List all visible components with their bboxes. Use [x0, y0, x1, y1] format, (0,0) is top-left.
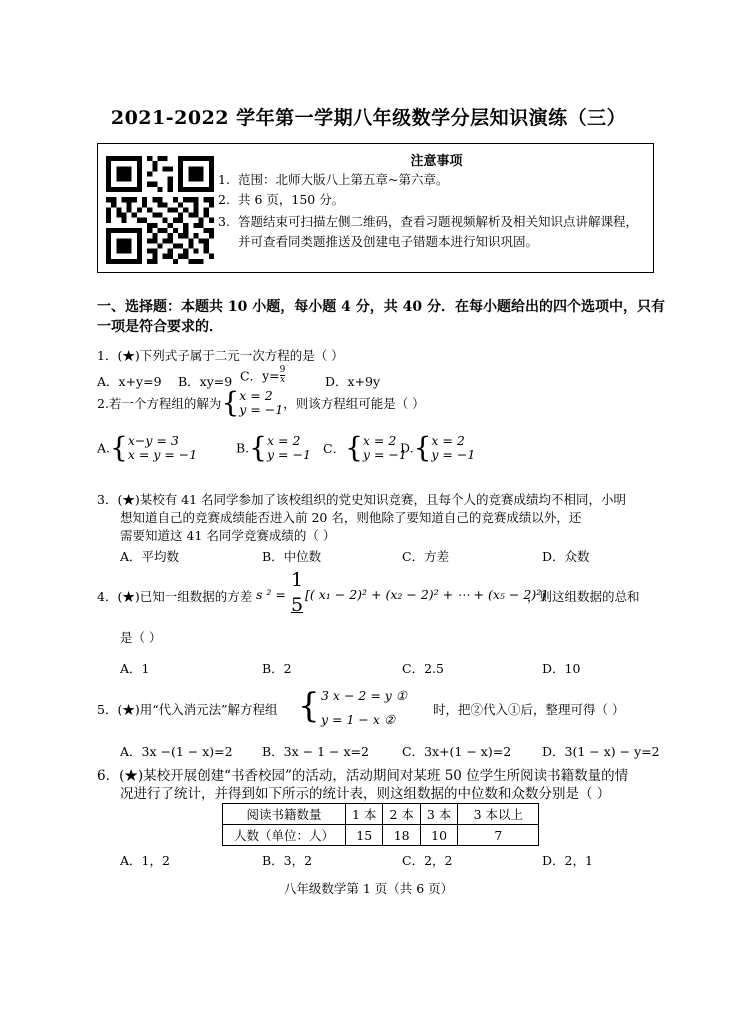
- system-eq-2: x = y = −1: [127, 447, 198, 462]
- q4-fraction-denominator: 5: [290, 594, 304, 616]
- section-heading-line1: 一、选择题：本题共 10 小题，每小题 4 分，共 40 分．在每小题给出的四个选项中，只有: [97, 299, 665, 315]
- question-4-pre: 4．(★)已知一组数据的方差: [97, 589, 253, 604]
- q1-option-c: [240, 366, 285, 385]
- q6-option-c: C．2，2: [402, 853, 453, 868]
- question-6-line2: 况进行了统计，并得到如下所示的统计表，则这组数据的中位数和众数分别是（ ）: [120, 786, 611, 802]
- system-eq-1: x−y = 3: [127, 433, 179, 448]
- notice-item-text: 范围：北师大版八上第五章~第六章。: [238, 172, 449, 187]
- question-3-line1: 3．(★)某校有 41 名同学参加了该校组织的党史知识竞赛，且每个人的竞赛成绩均不相同，小明: [97, 492, 627, 507]
- q6-option-a: A．1，2: [120, 853, 170, 868]
- q3-option-a: A．平均数: [120, 549, 180, 564]
- left-brace: {: [221, 386, 240, 419]
- q5-option-c: C．3x+(1 − x)=2: [402, 744, 512, 759]
- system-eq-2: y = −1: [431, 447, 476, 462]
- left-brace: {: [249, 431, 267, 464]
- table-cell: 人数（单位：人）: [223, 825, 346, 846]
- notice-item-number: 3.: [218, 214, 230, 229]
- system-eq-1: x = 2: [239, 388, 273, 403]
- q3-option-b: B．中位数: [262, 549, 322, 564]
- left-brace: {: [413, 431, 432, 464]
- q1-option-a: A．x+y=9: [97, 374, 162, 389]
- qr-code-icon[interactable]: [106, 156, 214, 264]
- fraction-numerator: 9: [279, 365, 286, 375]
- question-5-post: 时，把②代入①后，整理可得（ ）: [433, 702, 625, 717]
- q1-option-c-y: y=: [262, 368, 280, 383]
- q2-option-c: [323, 431, 407, 464]
- table-cell: 1 本: [346, 804, 383, 825]
- question-5-pre: 5．(★)用“代入消元法”解方程组: [97, 702, 278, 717]
- question-4-line2: 是（ ）: [120, 630, 162, 645]
- statistics-table: [222, 803, 539, 846]
- q6-option-b: B．3，2: [262, 853, 313, 868]
- q4-expression: [( x₁ − 2)² + (x₂ − 2)² + ⋯ + (x₅ − 2)²]: [305, 587, 547, 602]
- q1-option-b: B．xy=9: [178, 374, 233, 389]
- q3-option-c: C．方差: [402, 549, 450, 564]
- q4-fraction-numerator: 1: [290, 569, 304, 591]
- option-label: C．: [323, 441, 346, 456]
- left-brace: {: [298, 686, 320, 726]
- option-system: [128, 434, 197, 462]
- notice-box: [97, 143, 654, 273]
- table-cell: 7: [458, 825, 539, 846]
- table-cell: 2 本: [383, 804, 420, 825]
- table-cell: 18: [383, 825, 420, 846]
- q2-stem-pre: 2.若一个方程组的解为: [97, 396, 222, 411]
- table-cell: 阅读书籍数量: [223, 804, 346, 825]
- q6-option-d: D．2，1: [542, 853, 593, 868]
- q1-option-c-label: C．: [240, 368, 263, 384]
- page-title: 2021-2022 学年第一学期八年级数学分层知识演练（三）: [110, 107, 627, 129]
- notice-item-number: 1.: [218, 172, 230, 187]
- q5-option-d: D．3(1 − x) − y=2: [542, 744, 660, 759]
- page-footer: 八年级数学第 1 页（共 6 页）: [283, 881, 454, 896]
- q5-option-a: A．3x −(1 − x)=2: [120, 744, 233, 759]
- q4-option-d: D．10: [542, 661, 581, 676]
- notice-item-number: 2.: [218, 192, 230, 207]
- table-cell: 10: [420, 825, 457, 846]
- table-cell: 3 本以上: [458, 804, 539, 825]
- option-system: [267, 434, 311, 462]
- q5-option-b: B．3x − 1 − x=2: [262, 744, 369, 759]
- notice-item-3: [218, 212, 648, 252]
- q2-solution-system: [239, 389, 283, 417]
- system-eq-1: x = 2: [267, 433, 301, 448]
- notice-heading: 注意事项: [410, 154, 463, 169]
- left-brace: {: [345, 431, 363, 464]
- notice-item-1: [218, 170, 648, 190]
- q4-variance-symbol: s ² =: [256, 587, 286, 602]
- q4-option-a: A．1: [120, 661, 150, 676]
- fraction-denominator: x: [279, 375, 286, 385]
- system-eq-1: x = 2: [362, 433, 397, 448]
- question-2-stem: [97, 386, 425, 419]
- table-row: [223, 804, 539, 825]
- section-heading-line2: 一项是符合要求的．: [97, 319, 223, 335]
- q2-option-b: [236, 431, 311, 464]
- q4-option-b: B．2: [262, 661, 292, 676]
- option-label: A.: [97, 440, 111, 456]
- system-eq-2: y = −1: [239, 402, 284, 417]
- notice-item-text: 共 6 页，150 分。: [238, 192, 345, 207]
- notice-item-text: 答题结束可扫描左侧二维码，查看习题视频解析及相关知识点讲解课程，并可查看同类题推送及创建电子错题本进行知识巩固。: [238, 214, 639, 249]
- table-row: [223, 825, 539, 846]
- q1-option-d: D．x+9y: [325, 374, 381, 389]
- notice-item-2: [218, 190, 648, 210]
- q5-equation-1: 3 x − 2 = y ①: [321, 688, 408, 703]
- system-eq-1: x = 2: [431, 433, 465, 448]
- question-6-line1: 6．(★)某校开展创建“书香校园”的活动，活动期间对某班 50 位学生所阅读书籍数量的情: [97, 768, 629, 784]
- q2-option-d: [400, 431, 476, 464]
- table-cell: 15: [346, 825, 383, 846]
- q5-equation-2: y = 1 − x ②: [321, 712, 396, 727]
- option-label: B.: [236, 440, 250, 456]
- table-cell: 3 本: [420, 804, 457, 825]
- q2-stem-post: ，则该方程组可能是（ ）: [283, 396, 425, 411]
- system-eq-2: y = −1: [267, 447, 311, 462]
- q3-option-d: D．众数: [542, 549, 590, 564]
- question-1-stem: 1．(★)下列式子属于二元一次方程的是（ ）: [97, 348, 344, 363]
- option-system: [431, 434, 475, 462]
- q1-option-c-fraction: [280, 366, 286, 385]
- option-label: D.: [400, 440, 414, 456]
- system-eq-2: y = −1: [362, 447, 407, 462]
- q2-option-a: [97, 431, 198, 464]
- question-3-line2: 想知道自己的竞赛成绩能否进入前 20 名，则他除了要知道自己的竞赛成绩以外，还: [120, 510, 582, 525]
- q4-option-c: C．2.5: [402, 661, 444, 676]
- question-3-line3: 需要知道这 41 名同学竞赛成绩的（ ）: [120, 528, 336, 543]
- question-4-post: ，则这组数据的总和: [527, 589, 640, 604]
- left-brace: {: [110, 431, 128, 464]
